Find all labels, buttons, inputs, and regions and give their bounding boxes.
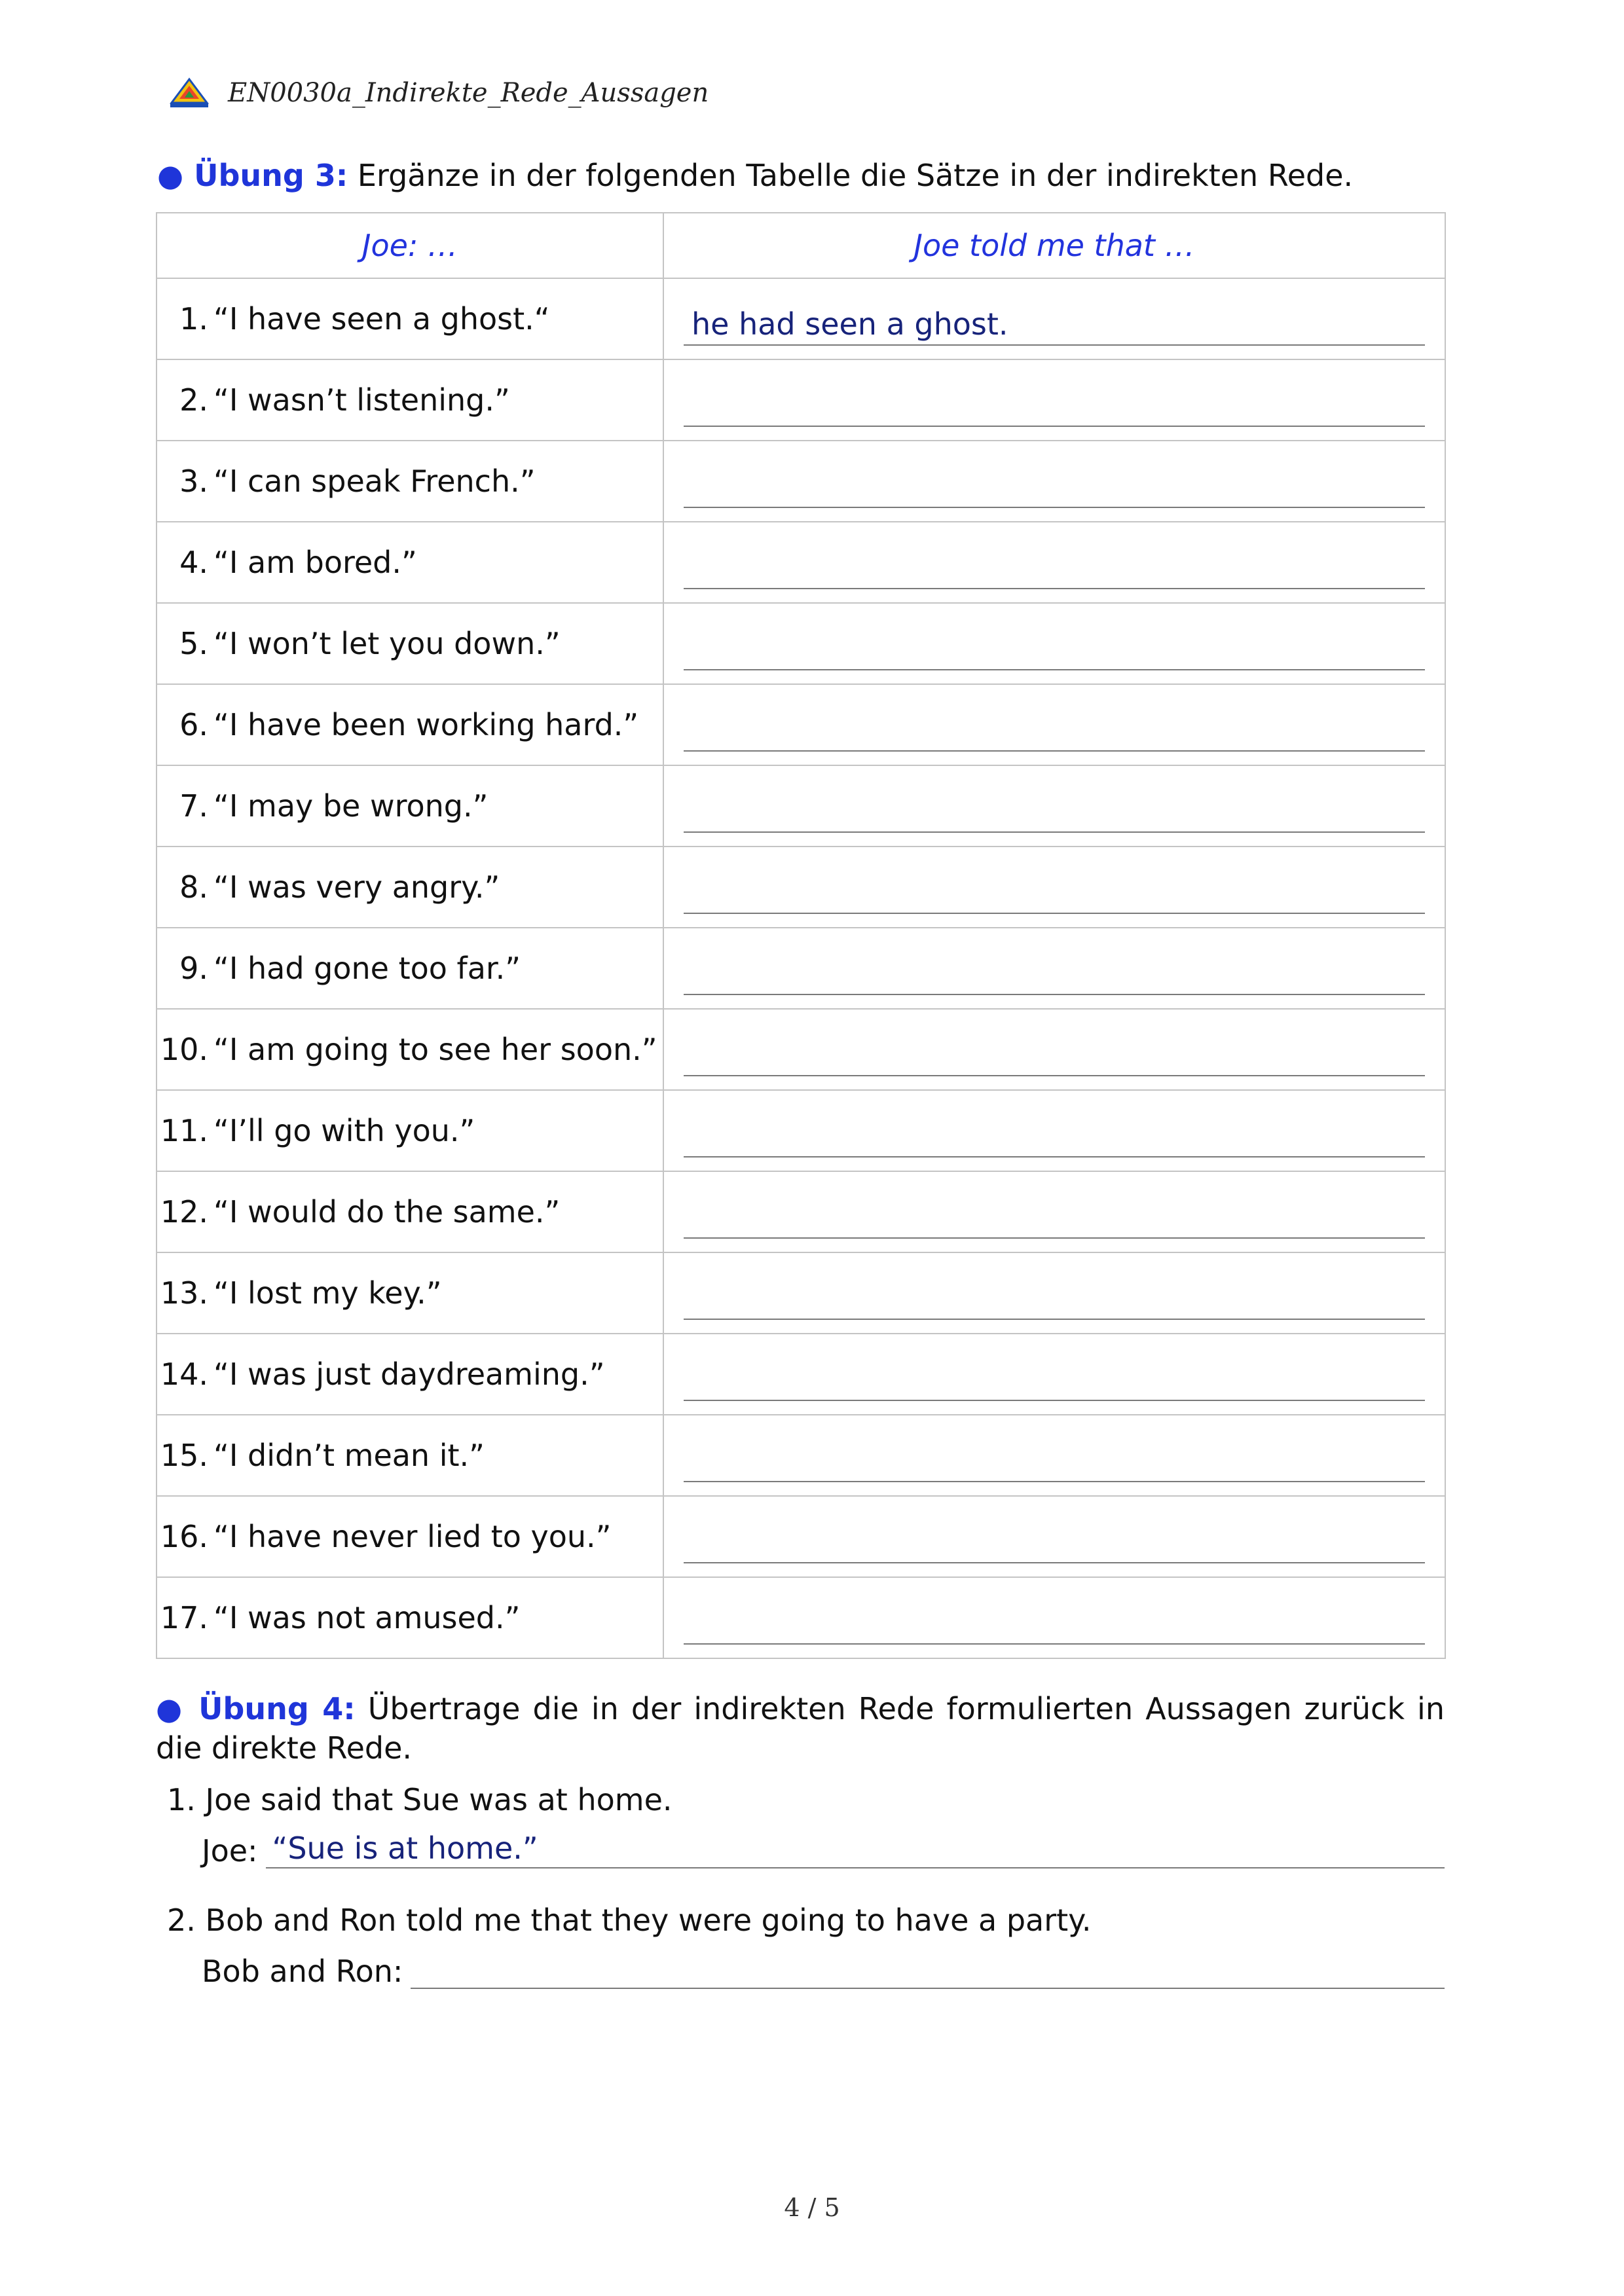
answer-line — [684, 1237, 1425, 1239]
item-number: 9. — [179, 951, 208, 986]
page-number: 4 / 5 — [784, 2193, 840, 2222]
item-number: 12. — [160, 1194, 208, 1230]
item-number: 1. — [179, 301, 208, 337]
exercise3-instruction: Ergänze in der folgenden Tabelle die Sätze in der indirekten Rede. — [357, 158, 1354, 193]
direct-speech-cell — [157, 684, 663, 765]
answer-line — [684, 426, 1425, 427]
answer-line — [684, 1562, 1425, 1563]
indirect-speech-answer-field[interactable] — [663, 847, 1445, 928]
indirect-speech-answer-field[interactable] — [663, 1090, 1445, 1171]
column-header-indirect: Joe told me that … — [663, 213, 1445, 278]
indirect-speech-answer-field[interactable] — [663, 1496, 1445, 1577]
indirect-speech-answer-field[interactable] — [663, 359, 1445, 441]
indirect-speech-answer-field[interactable] — [663, 278, 1445, 359]
direct-speech-quote: “I am bored.” — [213, 545, 417, 580]
exercise4-heading — [156, 1689, 1445, 1768]
answer-line — [684, 994, 1425, 995]
indirect-speech-answer-field[interactable] — [663, 1171, 1445, 1252]
item-number: 17. — [160, 1600, 208, 1635]
document-header — [169, 73, 709, 113]
answer-line — [684, 831, 1425, 833]
exercise4-item-2: 2. Bob and Ron told me that they were going to have a party. — [167, 1903, 1092, 1938]
table-row — [157, 1415, 1445, 1496]
handwritten-answer: he had seen a ghost. — [692, 306, 1008, 342]
direct-speech-cell — [157, 522, 663, 603]
column-header-direct: Joe: … — [157, 213, 663, 278]
indirect-speech-answer-field[interactable] — [663, 928, 1445, 1009]
item-number: 5. — [179, 626, 208, 661]
indirect-speech-answer-field[interactable] — [663, 765, 1445, 847]
table-row — [157, 684, 1445, 765]
exercise4-answer-row-1 — [202, 1827, 1445, 1868]
direct-speech-quote: “I had gone too far.” — [213, 951, 521, 986]
table-row — [157, 1009, 1445, 1090]
direct-speech-quote: “I wasn’t listening.” — [213, 382, 510, 418]
direct-speech-cell — [157, 847, 663, 928]
direct-speech-cell — [157, 1009, 663, 1090]
item-number: 16. — [160, 1519, 208, 1554]
answer-line — [684, 913, 1425, 914]
item-number: 14. — [160, 1357, 208, 1392]
direct-speech-cell — [157, 928, 663, 1009]
direct-speech-cell — [157, 441, 663, 522]
direct-speech-cell — [157, 1496, 663, 1577]
handwritten-answer: “Sue is at home.” — [272, 1831, 538, 1866]
table-row — [157, 603, 1445, 684]
direct-speech-quote: “I am going to see her soon.” — [213, 1032, 657, 1067]
table-row — [157, 522, 1445, 603]
answer-field-1[interactable] — [266, 1831, 1445, 1868]
item-number: 6. — [179, 707, 208, 742]
direct-speech-quote: “I have never lied to you.” — [213, 1519, 612, 1554]
indirect-speech-answer-field[interactable] — [663, 441, 1445, 522]
direct-speech-quote: “I may be wrong.” — [213, 788, 489, 824]
table-row — [157, 1334, 1445, 1415]
answer-line — [684, 1400, 1425, 1401]
indirect-speech-answer-field[interactable] — [663, 1252, 1445, 1334]
indirect-speech-answer-field[interactable] — [663, 1577, 1445, 1658]
answer-line — [684, 1319, 1425, 1320]
item-number: 7. — [179, 788, 208, 824]
exercise3-label: ● Übung 3: — [157, 158, 348, 193]
item-number: 13. — [160, 1275, 208, 1311]
indirect-speech-answer-field[interactable] — [663, 1334, 1445, 1415]
answer-line — [684, 1481, 1425, 1482]
answer-field-2[interactable] — [411, 1951, 1445, 1989]
answer-line — [684, 507, 1425, 508]
exercise4-answer-row-2 — [202, 1947, 1445, 1989]
direct-speech-quote: “I didn’t mean it.” — [213, 1438, 485, 1473]
direct-speech-cell — [157, 603, 663, 684]
speaker-label: Bob and Ron: — [202, 1954, 403, 1989]
table-row — [157, 765, 1445, 847]
table-row — [157, 847, 1445, 928]
answer-line — [684, 1075, 1425, 1076]
direct-speech-quote: “I was not amused.” — [213, 1600, 521, 1635]
item-number: 3. — [179, 464, 208, 499]
indirect-speech-answer-field[interactable] — [663, 1415, 1445, 1496]
direct-speech-cell — [157, 1252, 663, 1334]
exercise4-instruction: Übertrage die in der indirekten Rede formulierten Aussagen zurück in die direkte Rede. — [156, 1691, 1445, 1766]
indirect-speech-answer-field[interactable] — [663, 603, 1445, 684]
direct-speech-cell — [157, 1334, 663, 1415]
direct-speech-cell — [157, 1577, 663, 1658]
direct-speech-cell — [157, 278, 663, 359]
table-row — [157, 278, 1445, 359]
item-number: 4. — [179, 545, 208, 580]
item-number: 8. — [179, 869, 208, 905]
answer-line — [684, 1643, 1425, 1645]
direct-speech-cell — [157, 1090, 663, 1171]
direct-speech-quote: “I would do the same.” — [213, 1194, 561, 1230]
direct-speech-quote: “I won’t let you down.” — [213, 626, 561, 661]
answer-line — [684, 669, 1425, 670]
direct-speech-cell — [157, 765, 663, 847]
item-number: 11. — [160, 1113, 208, 1148]
exercise4-item-1: 1. Joe said that Sue was at home. — [167, 1782, 673, 1817]
answer-line — [684, 344, 1425, 346]
direct-speech-quote: “I’ll go with you.” — [213, 1113, 475, 1148]
table-row — [157, 1171, 1445, 1252]
direct-speech-quote: “I can speak French.” — [213, 464, 536, 499]
direct-speech-cell — [157, 359, 663, 441]
indirect-speech-answer-field[interactable] — [663, 1009, 1445, 1090]
direct-speech-cell — [157, 1171, 663, 1252]
exercise3-heading — [157, 156, 1353, 195]
table-row — [157, 1252, 1445, 1334]
table-row — [157, 1577, 1445, 1658]
direct-speech-quote: “I lost my key.” — [213, 1275, 442, 1311]
direct-speech-quote: “I was just daydreaming.” — [213, 1357, 605, 1392]
indirect-speech-answer-field[interactable] — [663, 684, 1445, 765]
exercise4-label: ● Übung 4: — [156, 1691, 356, 1726]
table-header-row — [157, 213, 1445, 278]
table-row — [157, 1090, 1445, 1171]
document-id: EN0030a_Indirekte_Rede_Aussagen — [228, 78, 709, 108]
table-row — [157, 441, 1445, 522]
direct-speech-quote: “I was very angry.” — [213, 869, 500, 905]
table-row — [157, 928, 1445, 1009]
item-number: 10. — [160, 1032, 208, 1067]
exercise3-table — [156, 212, 1446, 1659]
direct-speech-quote: “I have seen a ghost.“ — [213, 301, 550, 337]
item-number: 15. — [160, 1438, 208, 1473]
answer-line — [684, 588, 1425, 589]
indirect-speech-answer-field[interactable] — [663, 522, 1445, 603]
direct-speech-quote: “I have been working hard.” — [213, 707, 639, 742]
speaker-label: Joe: — [202, 1833, 258, 1868]
answer-line — [684, 750, 1425, 752]
direct-speech-cell — [157, 1415, 663, 1496]
answer-line — [684, 1156, 1425, 1157]
table-row — [157, 1496, 1445, 1577]
logo-icon — [169, 77, 210, 109]
item-number: 2. — [179, 382, 208, 418]
table-row — [157, 359, 1445, 441]
